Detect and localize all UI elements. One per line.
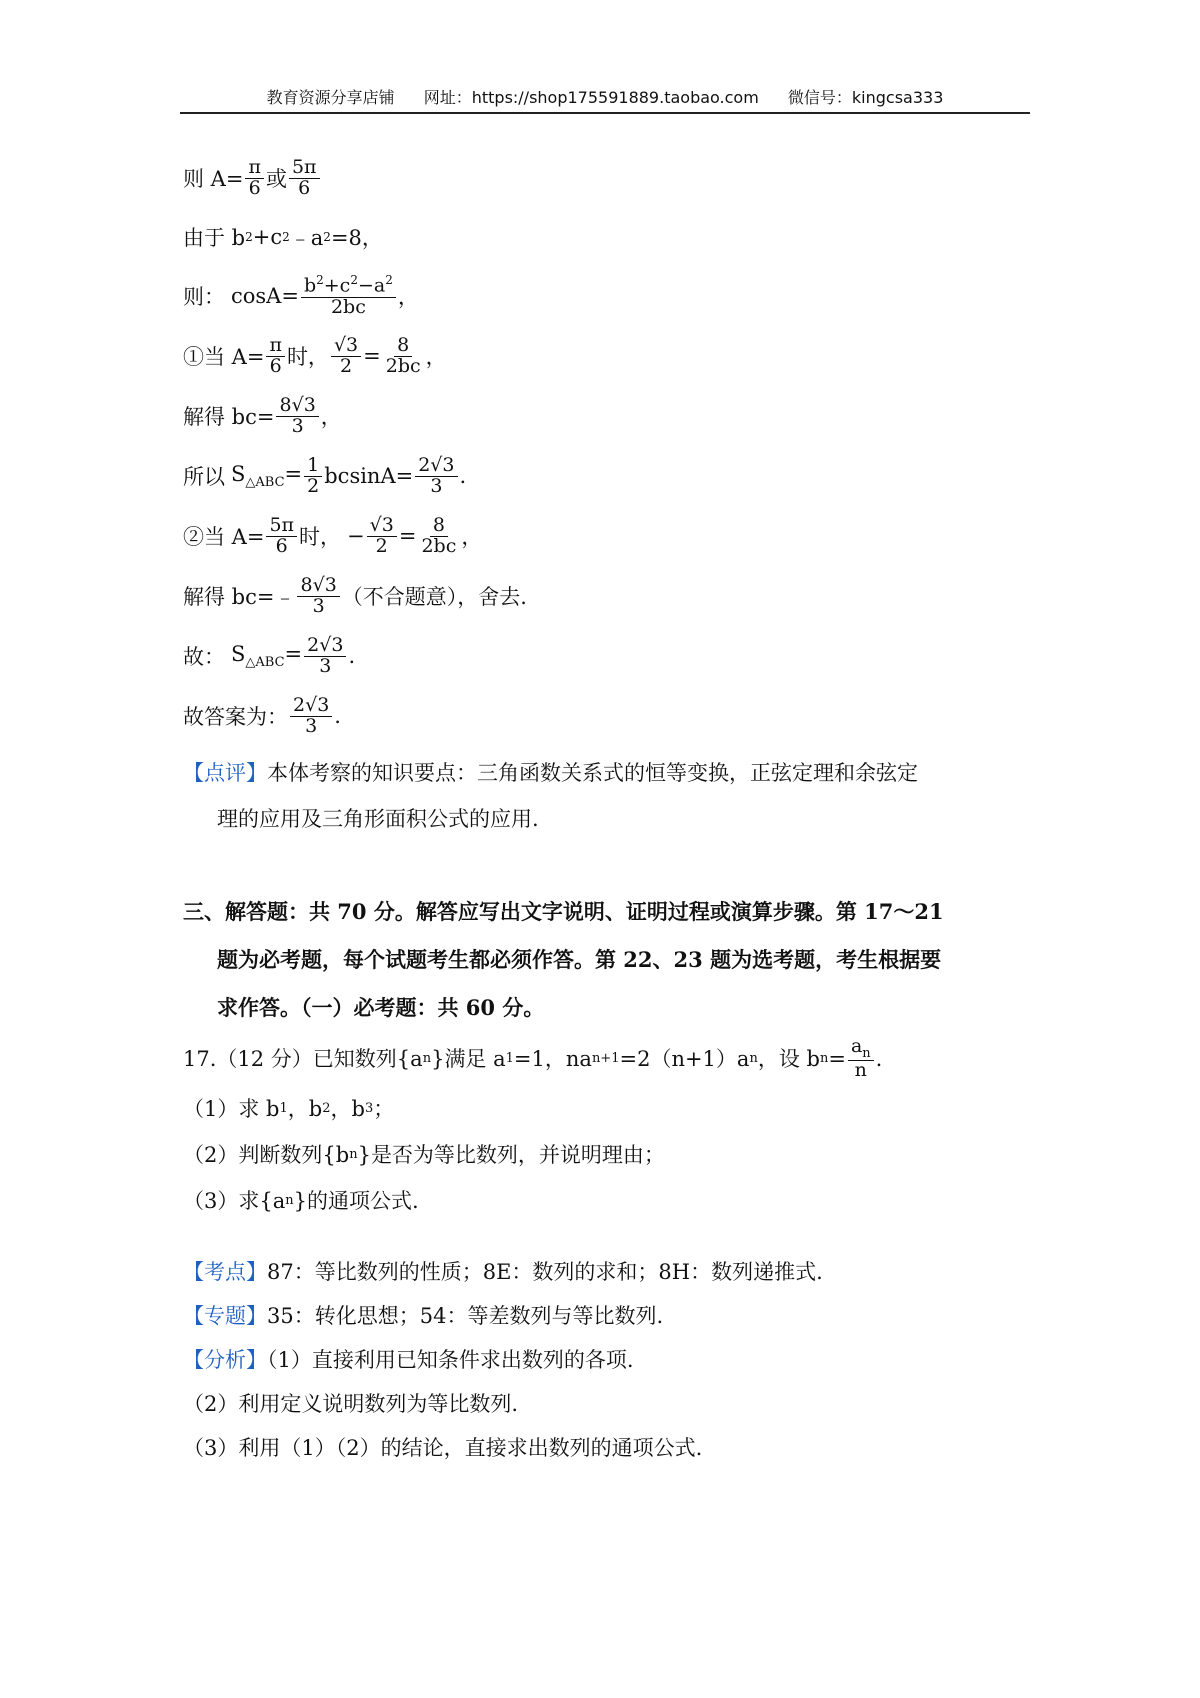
kaodian-tag: 【考点】	[183, 1260, 267, 1284]
fenxi-tag: 【分析】	[183, 1348, 267, 1372]
solution-line-8: 解得 bc=﹣ $\frac{8√3}{3}$ （不合题意），舍去.	[183, 573, 527, 617]
section-three-heading: 三、解答题：共 70 分。解答应写出文字说明、证明过程或演算步骤。第 17～21 题为必考题，每个试题考生都必须作答。第 22、23 题为选考题，考生根据要 求作答。（一）必考题：共 60 分。	[183, 899, 944, 1020]
solution-line-6: 所以 $S_{\triangle ABC}=$ $\frac{1}{2}$ bcsinA= $\frac{2√3}{3}$ .	[183, 453, 467, 497]
review-tag: 【点评】	[183, 761, 267, 785]
fraction: $\frac{b^2+c^2-a^2}{2bc}$	[301, 274, 396, 317]
page-header	[180, 84, 1030, 114]
document-body	[183, 148, 1033, 1470]
shop-url: 网址：https://shop175591889.taobao.com	[423, 88, 759, 107]
fraction: $\frac{\pi}{6}$	[245, 158, 264, 199]
solution-line-4: ①当 A= $\frac{\pi}{6}$ 时， $\frac{√3}{2}$ = $\frac{8}{2bc}$ ，	[183, 333, 447, 377]
question-17: 17.（12 分）已知数列 {a n } 满足 a 1 =1，na n+1 =2（n+1）a n ，设 b n = $\frac{a_n}{n}$ . （1）求 b 1 ，b 2 ，b 3 ； （2）判断数列 {b n } 是否为等比数列，并说明理由； （3）求 {a n } 的通项公式.	[183, 1034, 883, 1213]
solution-line-7: ②当 A= $\frac{5\pi}{6}$ 时， − $\frac{√3}{2}$ = $\frac{8}{2bc}$ ，	[183, 513, 483, 557]
analysis-block: 【考点】87：等比数列的性质；8E：数列的求和；8H：数列递推式. 【专题】35：转化思想；54：等差数列与等比数列. 【分析】（1）直接利用已知条件求出数列的各项. （2）利用定义说明数列为等比数列. （3）利用（1）（2）的结论，直接求出数列的通项公式.	[183, 1260, 823, 1460]
solution-line-5: 解得 bc= $\frac{8√3}{3}$ ，	[183, 393, 342, 437]
solution-line-1: 则 A= $\frac{\pi}{6}$ 或 $\frac{5\pi}{6}$	[183, 148, 1033, 208]
fraction: $\frac{5\pi}{6}$	[289, 158, 320, 199]
solution-line-10: 故答案为： $\frac{2√3}{3}$ .	[183, 693, 341, 737]
wechat-id: 微信号：kingcsa333	[787, 88, 944, 107]
solution-line-9: 故： $S_{\triangle ABC}=$ $\frac{2√3}{3}$ .	[183, 633, 356, 677]
shop-name: 教育资源分享店铺	[266, 88, 395, 107]
review-block: 【点评】本体考察的知识要点：三角函数关系式的恒等变换，正弦定理和余弦定 理的应用及三角形面积公式的应用.	[183, 761, 918, 831]
solution-line-3: 则： cosA= $\frac{b^2+c^2-a^2}{2bc}$ ，	[183, 273, 419, 318]
zhuanti-tag: 【专题】	[183, 1304, 267, 1328]
solution-line-2: 由于 b 2 +c 2 ﹣a 2 =8，	[183, 225, 383, 250]
